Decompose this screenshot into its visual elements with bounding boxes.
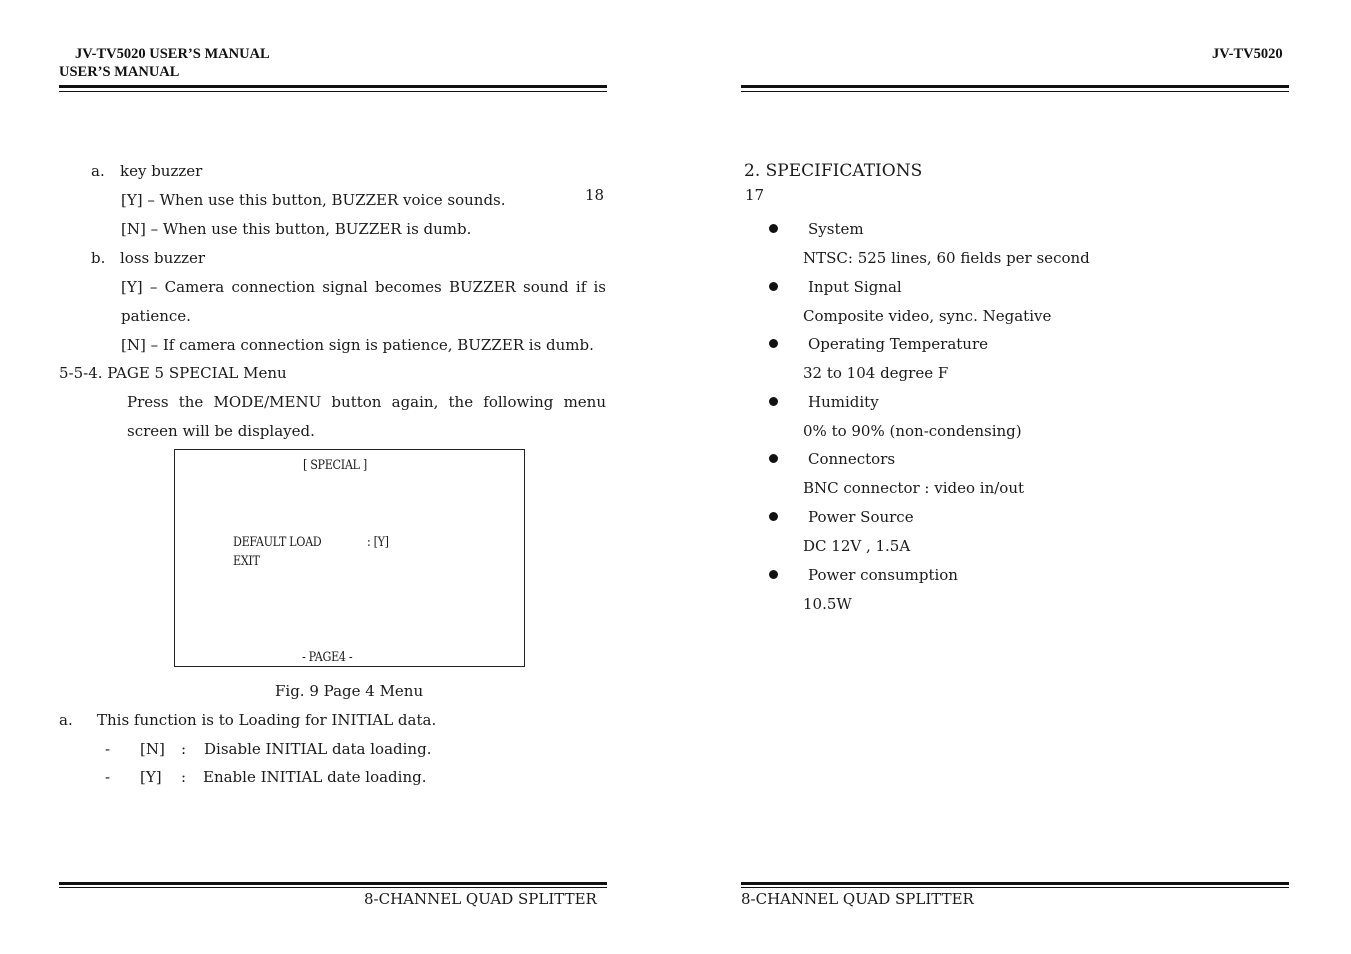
bullet-icon — [769, 397, 778, 406]
item-a-y-text: [Y] – When use this button, BUZZER voice sounds. — [121, 191, 506, 209]
menu-title: [ SPECIAL ] — [303, 458, 367, 473]
item-a-label: key buzzer — [120, 162, 203, 180]
option-n-dash: - — [105, 740, 111, 758]
spec-name: System — [808, 220, 864, 238]
spec-value: Composite video, sync. Negative — [803, 307, 1052, 325]
bullet-icon — [769, 454, 778, 463]
intro-line2: screen will be displayed. — [127, 422, 315, 440]
item-b-label: loss buzzer — [120, 249, 206, 267]
bullet-icon — [769, 570, 778, 579]
option-n-sep: : — [181, 740, 187, 758]
spec-name: Operating Temperature — [808, 335, 989, 353]
option-n-key: [N] — [140, 740, 165, 758]
option-n-desc: Disable INITIAL data loading. — [204, 740, 432, 758]
menu-footer: - PAGE4 - — [302, 650, 353, 665]
option-y-desc: Enable INITIAL date loading. — [203, 768, 427, 786]
bullet-icon — [769, 339, 778, 348]
bullet-icon — [769, 282, 778, 291]
left-footer-text: 8-CHANNEL QUAD SPLITTER — [364, 890, 597, 908]
item-b-marker: b. — [91, 249, 106, 267]
bullet-icon — [769, 224, 778, 233]
left-header-title: JV-TV5020 USER’S MANUAL — [75, 46, 270, 62]
note-text: This function is to Loading for INITIAL data. — [97, 711, 437, 729]
option-y-dash: - — [105, 768, 111, 786]
right-header-title: JV-TV5020 — [1212, 46, 1283, 62]
item-b-y-text-line1: [Y] – Camera connection signal becomes BUZZER sound if is — [121, 278, 606, 296]
spec-name: Power Source — [808, 508, 914, 526]
specifications-title: 2. SPECIFICATIONS — [744, 161, 923, 181]
right-page-number: 17 — [745, 186, 765, 204]
spec-value: DC 12V , 1.5A — [803, 537, 911, 555]
left-header-rule-thin — [59, 91, 607, 92]
note-marker: a. — [59, 711, 73, 729]
spec-name: Connectors — [808, 450, 896, 468]
left-header-subtitle: USER’S MANUAL — [59, 64, 180, 80]
spec-value: BNC connector : video in/out — [803, 479, 1025, 497]
left-footer-rule — [59, 882, 607, 885]
spec-value: 0% to 90% (non-condensing) — [803, 422, 1022, 440]
section-heading: 5-5-4. PAGE 5 SPECIAL Menu — [59, 364, 287, 382]
special-menu-screen — [174, 449, 525, 667]
right-footer-rule-thin — [741, 887, 1289, 888]
menu-row-default-load-value: : [Y] — [367, 535, 389, 550]
spec-value: 32 to 104 degree F — [803, 364, 949, 382]
option-y-key: [Y] — [140, 768, 162, 786]
spec-name: Power consumption — [808, 566, 958, 584]
spec-name: Input Signal — [808, 278, 902, 296]
figure-caption: Fig. 9 Page 4 Menu — [275, 682, 424, 700]
option-y-sep: : — [181, 768, 187, 786]
left-header-rule — [59, 85, 607, 88]
left-footer-rule-thin — [59, 887, 607, 888]
right-footer-text: 8-CHANNEL QUAD SPLITTER — [741, 890, 974, 908]
bullet-icon — [769, 512, 778, 521]
menu-row-exit-label: EXIT — [233, 554, 260, 569]
spec-name: Humidity — [808, 393, 879, 411]
item-a-n-text: [N] – When use this button, BUZZER is dumb. — [121, 220, 472, 238]
intro-line1: Press the MODE/MENU button again, the following menu — [127, 393, 606, 411]
spec-value: NTSC: 525 lines, 60 fields per second — [803, 249, 1090, 267]
right-footer-rule — [741, 882, 1289, 885]
right-header-rule — [741, 85, 1289, 88]
menu-row-default-load-label: DEFAULT LOAD — [233, 535, 322, 550]
left-page-number: 18 — [585, 186, 605, 204]
spec-value: 10.5W — [803, 595, 852, 613]
item-b-y-text-line2: patience. — [121, 307, 191, 325]
right-header-rule-thin — [741, 91, 1289, 92]
item-a-marker: a. — [91, 162, 105, 180]
item-b-n-text: [N] – If camera connection sign is patience, BUZZER is dumb. — [121, 336, 594, 354]
